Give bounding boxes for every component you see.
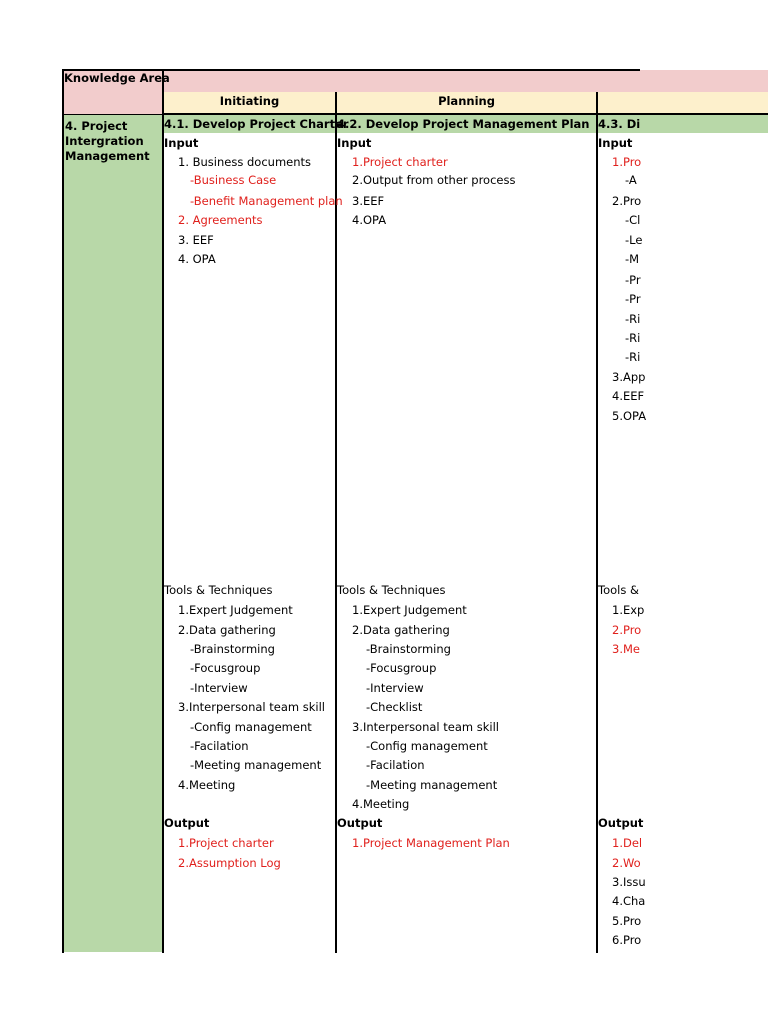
initiating-tool-item: -Focusgroup (190, 661, 261, 675)
executing-input-item: 3.App (612, 370, 646, 384)
planning-tool-item: -Meeting management (366, 778, 498, 792)
planning-output-item: 1.Project Management Plan (352, 836, 510, 850)
executing-input-item: 4.EEF (612, 389, 645, 403)
executing-input-label: Input (598, 136, 633, 150)
initiating-input-item: 3. EEF (178, 233, 214, 247)
planning-tool-item: 2.Data gathering (352, 623, 450, 637)
executing-output-item: 2.Wo (612, 856, 641, 870)
executing-header-cell (597, 92, 768, 114)
initiating-input-item: 2. Agreements (178, 213, 263, 227)
initiating-input-item: 1. Business documents (178, 155, 312, 169)
initiating-output-item: 1.Project charter (178, 836, 274, 850)
executing-process-title: 4.3. Di (598, 117, 641, 131)
executing-output-item: 3.Issu (612, 875, 646, 889)
initiating-tool-item: 3.Interpersonal team skill (178, 700, 326, 714)
knowledge-area-label: Knowledge Area (64, 71, 170, 85)
planning-tool-item: -Focusgroup (366, 661, 437, 675)
planning-input-item: 2.Output from other process (352, 173, 516, 187)
executing-input-item: -Ri (625, 331, 641, 345)
planning-header: Planning (438, 94, 495, 108)
initiating-tool-item: 2.Data gathering (178, 623, 276, 637)
executing-input-item: -Pr (625, 292, 641, 306)
executing-input-item: 5.OPA (612, 409, 647, 423)
left-border (62, 69, 64, 953)
planning-tool-item: -Facilation (366, 758, 425, 772)
planning-tool-item: -Checklist (366, 700, 423, 714)
initiating-input-item: -Business Case (190, 173, 277, 187)
executing-tool-item: 2.Pro (612, 623, 642, 637)
planning-process-title: 4.2. Develop Project Management Plan (337, 117, 590, 131)
planning-input-item: 3.EEF (352, 194, 385, 208)
executing-output-item: 5.Pro (612, 914, 642, 928)
executing-input-item: -Ri (625, 350, 641, 364)
executing-input-item: -A (625, 173, 637, 187)
initiating-tool-item: -Interview (190, 681, 248, 695)
area-green-column (63, 115, 163, 952)
planning-tool-item: 1.Expert Judgement (352, 603, 467, 617)
planning-tool-item: 3.Interpersonal team skill (352, 720, 500, 734)
executing-input-item: -M (625, 252, 640, 266)
area-title-line1: 4. Project (65, 119, 128, 133)
executing-input-item: -Le (625, 233, 643, 247)
area-title-line2: Intergration (65, 134, 144, 148)
executing-output-item: 4.Cha (612, 894, 646, 908)
initiating-tool-item: -Facilation (190, 739, 249, 753)
executing-input-item: -Cl (625, 213, 641, 227)
executing-input-item: -Ri (625, 312, 641, 326)
planning-tools-label: Tools & Techniques (337, 583, 446, 597)
initiating-tool-item: 4.Meeting (178, 778, 236, 792)
initiating-input-item: -Benefit Management plan (190, 194, 343, 208)
initiating-input-label: Input (164, 136, 199, 150)
initiating-output-label: Output (164, 816, 210, 830)
initiating-tools-label: Tools & Techniques (164, 583, 273, 597)
planning-input-item: 1.Project charter (352, 155, 448, 169)
initiating-tool-item: -Brainstorming (190, 642, 275, 656)
planning-column (337, 115, 596, 953)
executing-tool-item: 1.Exp (612, 603, 645, 617)
planning-tool-item: -Config management (366, 739, 488, 753)
area-title-line3: Management (65, 149, 150, 163)
initiating-process-title: 4.1. Develop Project Charter (164, 117, 349, 131)
executing-output-label: Output (598, 816, 644, 830)
executing-output-item: 6.Pro (612, 933, 642, 947)
initiating-tool-item: -Meeting management (190, 758, 322, 772)
area-header-bottom-border (62, 114, 163, 115)
planning-output-label: Output (337, 816, 383, 830)
header-pink-band (163, 70, 768, 92)
initiating-input-item: 4. OPA (178, 252, 216, 266)
executing-input-item: 2.Pro (612, 194, 642, 208)
planning-input-label: Input (337, 136, 372, 150)
executing-output-item: 1.Del (612, 836, 643, 850)
executing-tools-label: Tools & (598, 583, 639, 597)
executing-input-item: -Pr (625, 273, 641, 287)
executing-column (598, 115, 647, 953)
planning-tool-item: -Brainstorming (366, 642, 451, 656)
executing-tool-item: 3.Me (612, 642, 640, 656)
initiating-tool-item: -Config management (190, 720, 312, 734)
initiating-output-item: 2.Assumption Log (178, 856, 281, 870)
initiating-column (164, 115, 349, 953)
planning-tool-item: 4.Meeting (352, 797, 410, 811)
executing-input-item: 1.Pro (612, 155, 642, 169)
planning-input-item: 4.OPA (352, 213, 387, 227)
initiating-header: Initiating (219, 94, 280, 108)
planning-tool-item: -Interview (366, 681, 424, 695)
initiating-tool-item: 1.Expert Judgement (178, 603, 293, 617)
